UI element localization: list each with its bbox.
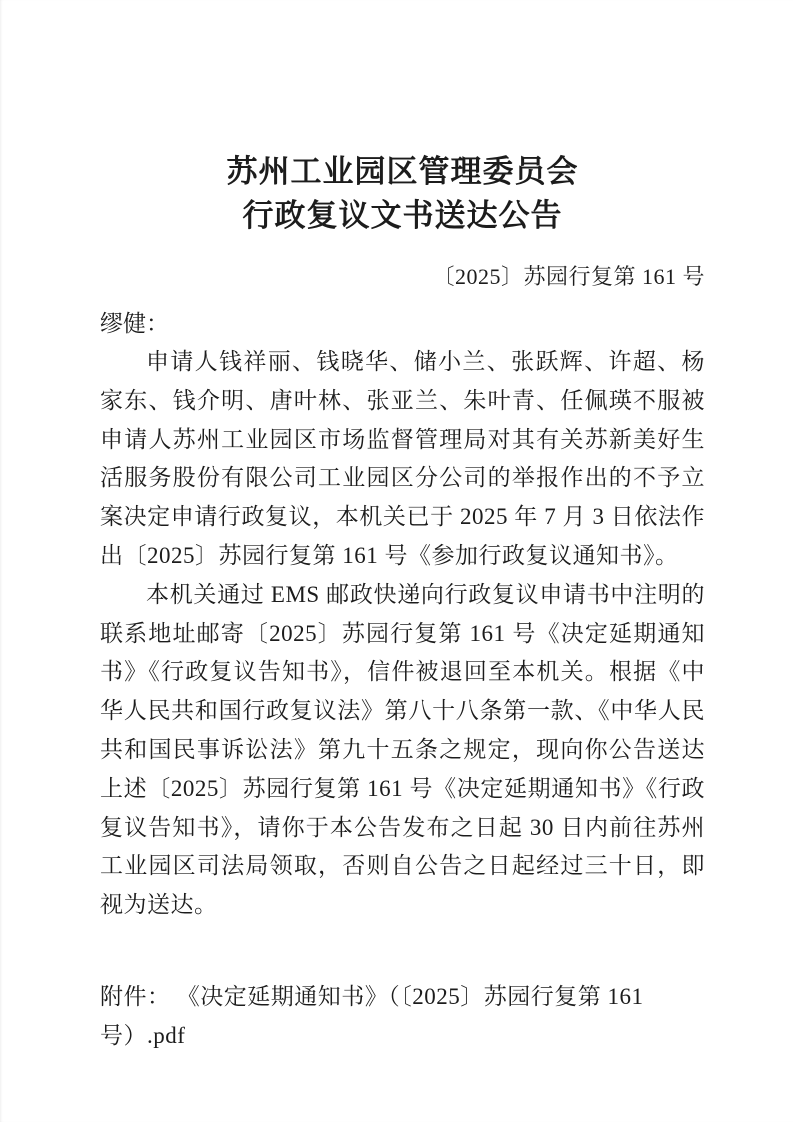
recipient-salutation: 缪健： bbox=[100, 311, 169, 336]
attachment-line bbox=[100, 977, 705, 1055]
paragraph-public-delivery: 本机关通过 EMS 邮政快递向行政复议申请书中注明的联系地址邮寄〔2025〕苏园行复第 161 号《决定延期通知书》《行政复议告知书》，信件被退回至本机关。根据《中华人民共和国行政复议法》第八十八条第一款、《中华人民共和国民事诉讼法》第九十五条之规定，现向你公告送达上述〔2025〕苏园行复第 161 号《决定延期通知书》《行政复议告知书》，请你于本公告发布之日起 30 日内前往苏州工业园区司法局领取，否则自公告之日起经过三十日，即视为送达。 bbox=[100, 581, 705, 918]
paragraph-case-background: 申请人钱祥丽、钱晓华、储小兰、张跃辉、许超、杨家东、钱介明、唐叶林、张亚兰、朱叶青、任佩瑛不服被申请人苏州工业园区市场监督管理局对其有关苏新美好生活服务股份有限公司工业园区分公司的举报作出的不予立案决定申请行政复议，本机关已于 2025 年 7 月 3 日依法作出〔2025〕苏园行复第 161 号《参加行政复议通知书》。 bbox=[100, 349, 706, 568]
notice-title bbox=[100, 150, 705, 238]
notice-title-line1: 苏州工业园区管理委员会 bbox=[226, 154, 579, 189]
attachment-label: 附件： bbox=[100, 983, 171, 1009]
notice-title-line2: 行政复议文书送达公告 bbox=[242, 198, 563, 233]
document-number: 〔2025〕苏园行复第 161 号 bbox=[432, 264, 705, 289]
attachment-filename: 《决定延期通知书》（〔2025〕苏园行复第 161 号）.pdf bbox=[100, 983, 644, 1048]
